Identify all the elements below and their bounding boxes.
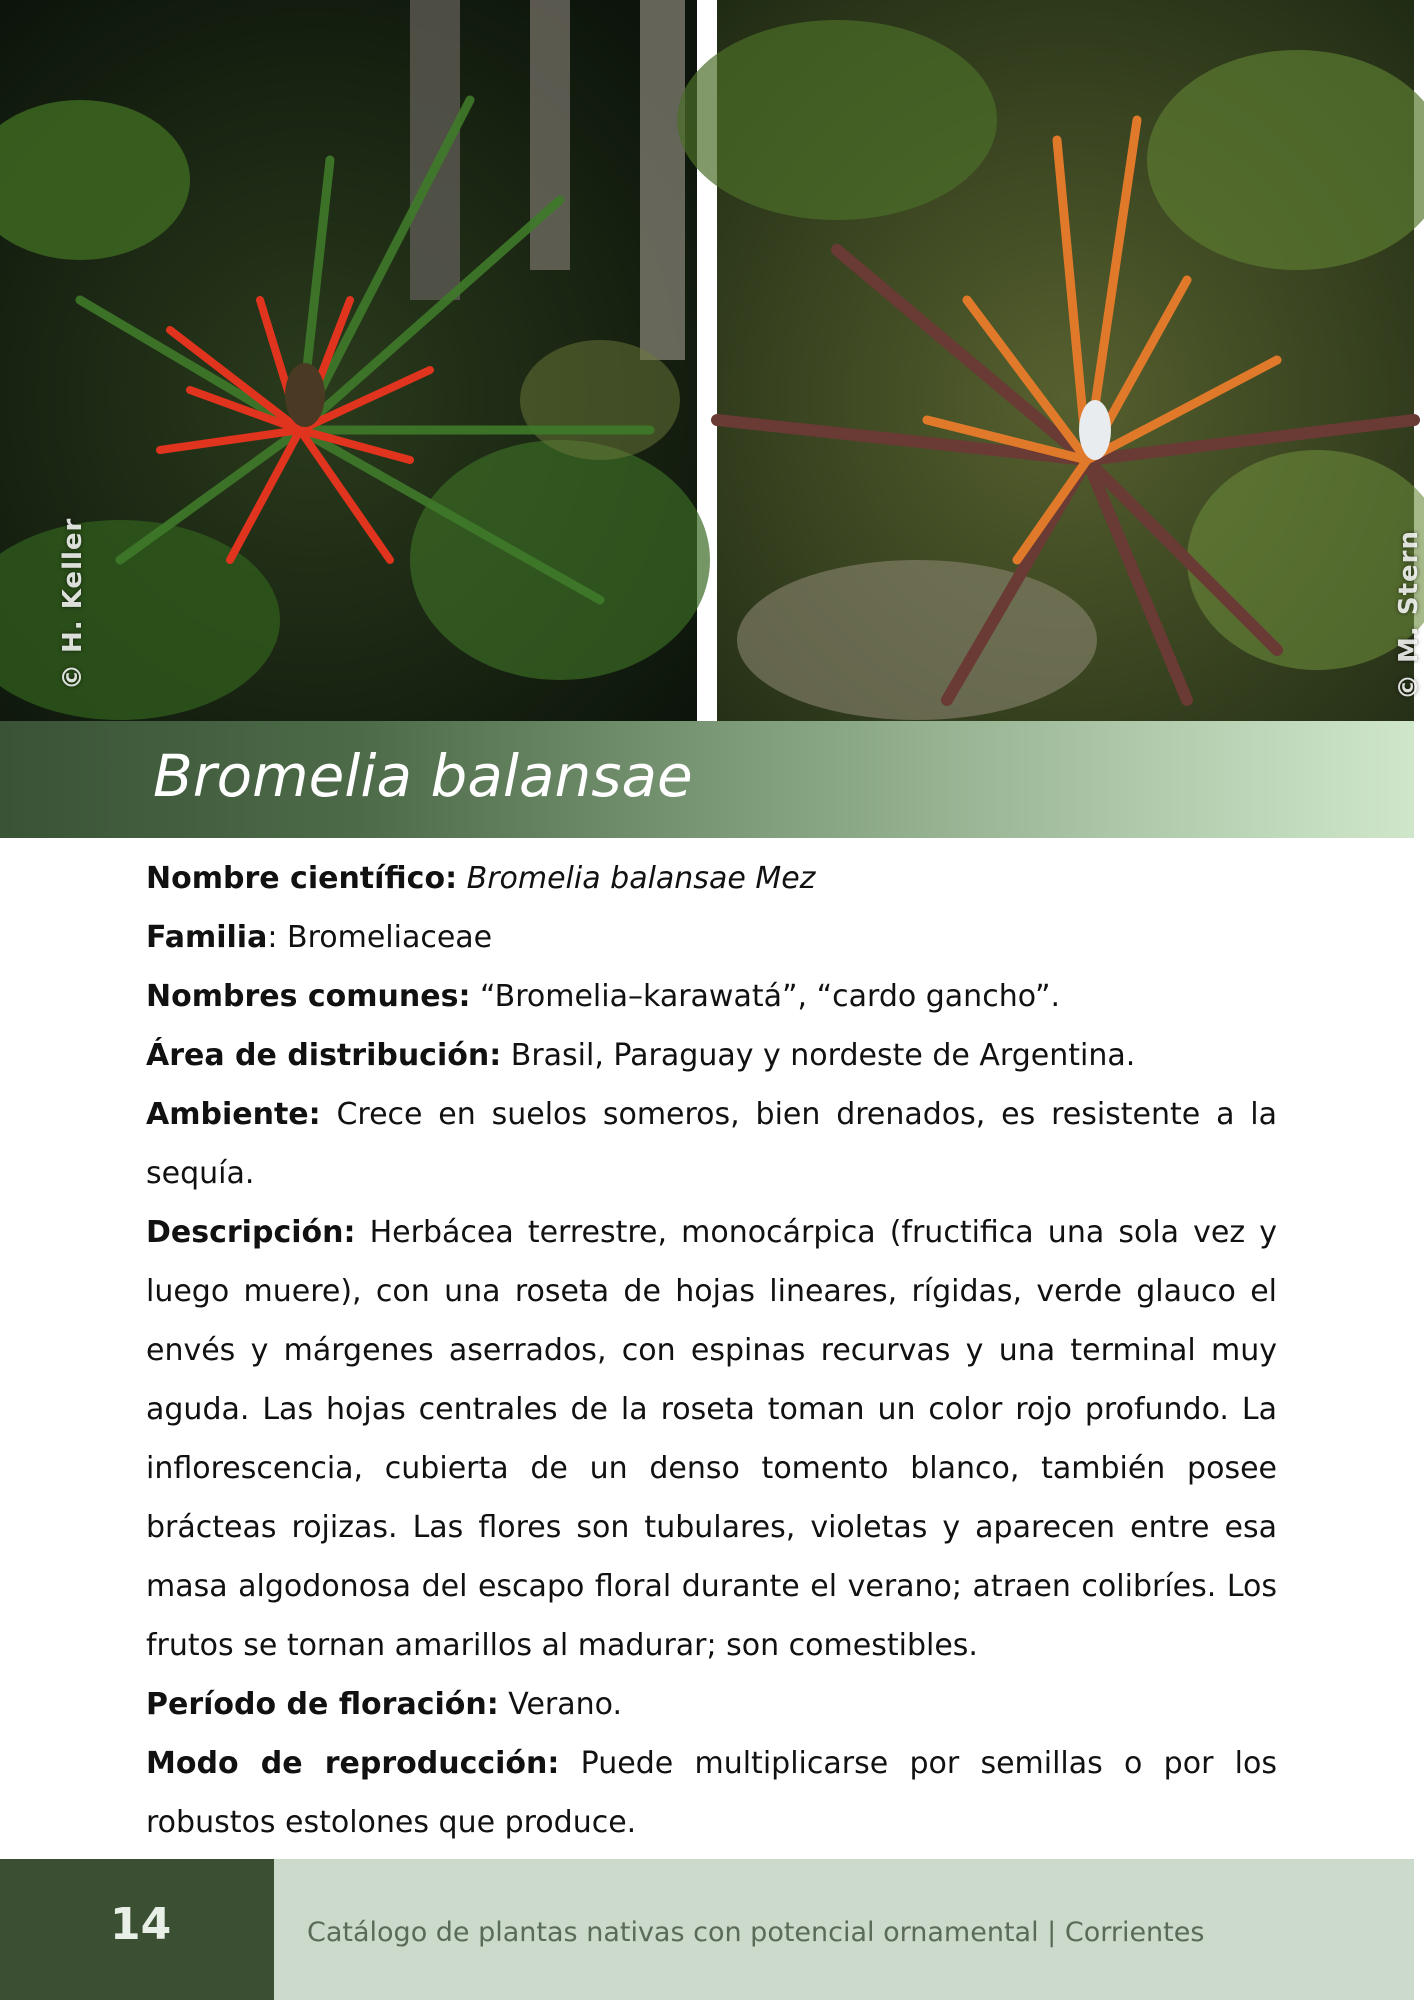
description-value: Herbácea terrestre, monocárpica (fructifica una sola vez y luego muere), con una roseta de hojas lineares, rígidas, verde glauco el envés y márgenes aserrados, con espinas recurvas y una terminal muy aguda. Las hojas centrales de la roseta toman un color rojo profundo. La inflorescencia, cubierta de un denso tomento blanco, también posee brácteas rojizas. Las flores son tubulares, violetas y aparecen entre esa masa algodonosa del escapo floral durante el verano; atraen colibríes. Los frutos se tornan amarillos al madurar; son comestibles. (146, 1215, 1277, 1663)
photo-strip (0, 0, 1424, 721)
photo-credit-left: © H. Keller (58, 517, 88, 690)
distribution-value: Brasil, Paraguay y nordeste de Argentina. (501, 1038, 1136, 1073)
plant-photo-right (717, 0, 1414, 721)
scientific-name-label: Nombre científico: (146, 861, 458, 896)
species-title: Bromelia balansae (153, 742, 693, 810)
common-names-row (146, 967, 1277, 1026)
title-band (0, 721, 1414, 838)
orange-rosette-photo (717, 0, 1414, 721)
distribution-label: Área de distribución: (146, 1038, 502, 1073)
environment-row (146, 1085, 1277, 1203)
photo-credit-right: © M. Stern (1394, 530, 1424, 700)
flowering-row (146, 1675, 1277, 1734)
red-rosette-photo (0, 0, 697, 721)
environment-label: Ambiente: (146, 1097, 321, 1132)
environment-value: Crece en suelos someros, bien drenados, es resistente a la sequía. (146, 1097, 1277, 1191)
common-names-value: “Bromelia–karawatá”, “cardo gancho”. (470, 979, 1061, 1014)
family-label: Familia (146, 920, 268, 955)
reproduction-value: Puede multiplicarse por semillas o por los robustos estolones que produce. (146, 1746, 1277, 1840)
flowering-label: Período de floración: (146, 1687, 499, 1722)
reproduction-row (146, 1734, 1277, 1852)
family-row (146, 908, 1277, 967)
description-row (146, 1203, 1277, 1675)
catalog-title: Catálogo de plantas nativas con potencial ornamental | Corrientes (307, 1917, 1205, 1948)
common-names-label: Nombres comunes: (146, 979, 471, 1014)
flowering-value: Verano. (498, 1687, 623, 1722)
page-footer (0, 1859, 1414, 2000)
distribution-row (146, 1026, 1277, 1085)
page-number-box (0, 1859, 274, 2000)
family-value: : Bromeliaceae (267, 920, 493, 955)
reproduction-label: Modo de reproducción: (146, 1746, 560, 1781)
species-info (146, 849, 1277, 1852)
plant-photo-left (0, 0, 697, 721)
scientific-name-value: Bromelia balansae Mez (466, 861, 816, 896)
scientific-name-row (146, 849, 1277, 908)
page-number: 14 (110, 1899, 172, 1950)
description-label: Descripción: (146, 1215, 356, 1250)
